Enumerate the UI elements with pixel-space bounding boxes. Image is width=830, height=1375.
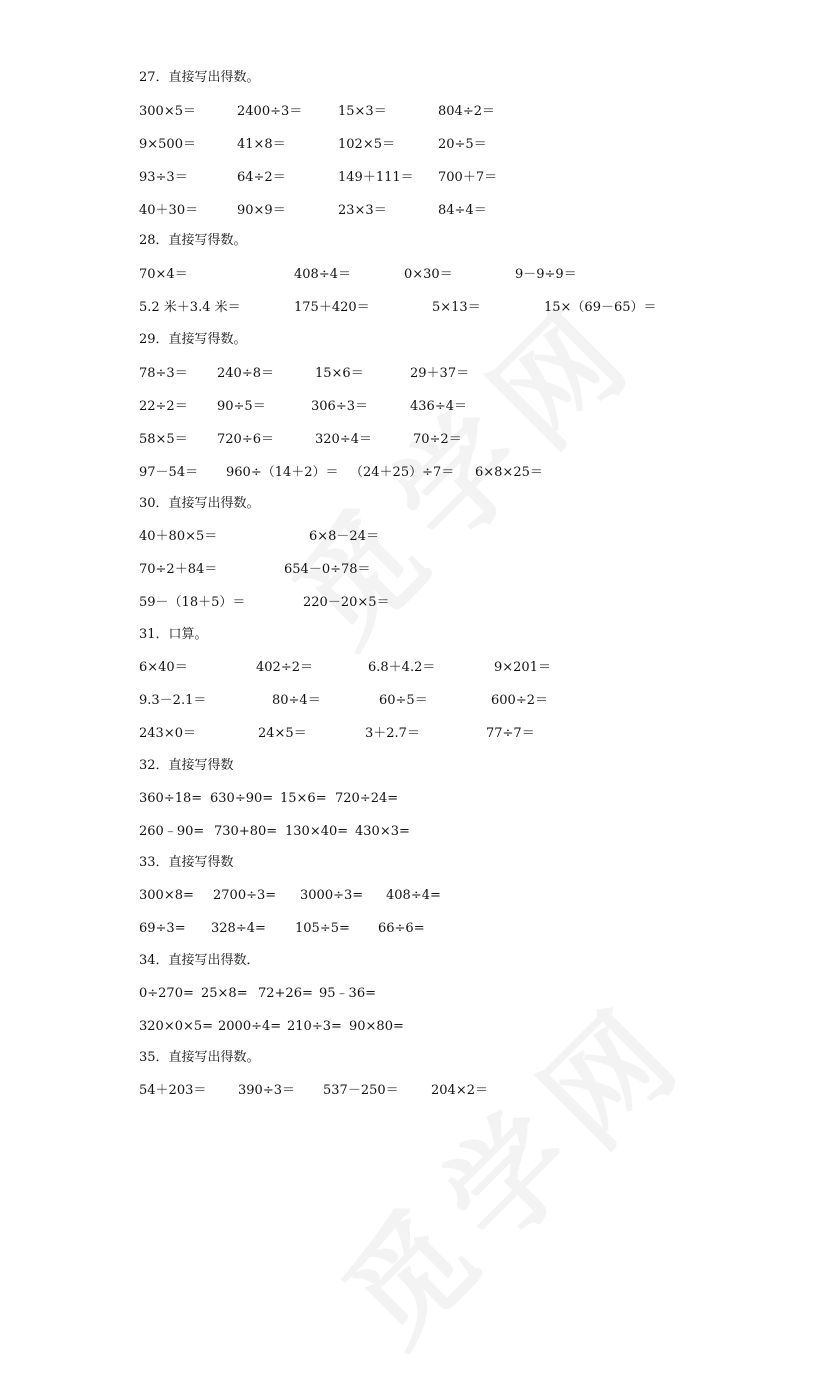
math-problem: 730+80= xyxy=(214,824,278,839)
section-heading: 33．直接写得数 xyxy=(139,855,234,870)
math-problem: 41×8＝ xyxy=(237,137,286,152)
math-problem: 59－（18＋5）＝ xyxy=(139,595,246,610)
math-problem: 77÷7＝ xyxy=(486,726,535,741)
section-heading: 30．直接写出得数。 xyxy=(139,496,260,511)
math-problem: 72+26= xyxy=(258,986,313,1001)
math-problem: 93÷3＝ xyxy=(139,170,188,185)
math-problem: 15×3＝ xyxy=(338,104,387,119)
math-problem: 204×2＝ xyxy=(431,1083,488,1098)
math-problem: 29＋37＝ xyxy=(410,366,470,381)
math-problem: 240÷8＝ xyxy=(217,366,274,381)
math-problem: 20÷5＝ xyxy=(438,137,487,152)
math-problem: 9×201＝ xyxy=(494,660,551,675)
math-problem: 5×13＝ xyxy=(432,300,481,315)
math-problem: 175＋420＝ xyxy=(294,300,370,315)
math-problem: 0×30＝ xyxy=(404,267,453,282)
math-problem: 95﹣36= xyxy=(319,986,376,1001)
math-problem: 9－9÷9＝ xyxy=(515,267,577,282)
math-problem: 24×5＝ xyxy=(258,726,307,741)
math-problem: 243×0＝ xyxy=(139,726,196,741)
math-problem: 60÷5＝ xyxy=(379,693,428,708)
math-problem: 23×3＝ xyxy=(338,203,387,218)
math-problem: 360÷18= xyxy=(139,791,203,806)
math-problem: 320÷4＝ xyxy=(315,432,372,447)
math-problem: 54＋203＝ xyxy=(139,1083,207,1098)
math-problem: 2700÷3= xyxy=(213,888,277,903)
math-problem: 804÷2＝ xyxy=(438,104,495,119)
math-problem: 720÷24= xyxy=(335,791,399,806)
math-problem: 300×5＝ xyxy=(139,104,196,119)
math-problem: 2000÷4= xyxy=(218,1019,282,1034)
math-problem: 408÷4＝ xyxy=(294,267,351,282)
math-problem: 3＋2.7＝ xyxy=(365,726,420,741)
math-problem: 15×（69－65）＝ xyxy=(544,300,657,315)
math-problem: 25×8= xyxy=(201,986,248,1001)
math-problem: 960÷（14＋2）＝ xyxy=(226,465,339,480)
math-problem: 9.3－2.1＝ xyxy=(139,693,207,708)
math-problem: 105÷5= xyxy=(295,921,350,936)
math-problem: 84÷4＝ xyxy=(438,203,487,218)
math-problem: 630÷90= xyxy=(210,791,274,806)
math-problem: 2400÷3＝ xyxy=(237,104,303,119)
section-heading: 34．直接写出得数． xyxy=(139,953,260,968)
math-problem: 260﹣90= xyxy=(139,824,205,839)
math-problem: 537－250＝ xyxy=(323,1083,399,1098)
math-problem: 9×500＝ xyxy=(139,137,196,152)
math-problem: 66÷6= xyxy=(378,921,425,936)
math-problem: 436÷4＝ xyxy=(410,399,467,414)
math-problem: 90×9＝ xyxy=(237,203,286,218)
math-problem: 130×40= xyxy=(285,824,349,839)
math-problem: 6×8×25＝ xyxy=(475,465,543,480)
math-problem: 306÷3＝ xyxy=(311,399,368,414)
math-problem: 70÷2＝ xyxy=(413,432,462,447)
math-problem: 210÷3= xyxy=(287,1019,342,1034)
math-problem: 40＋30＝ xyxy=(139,203,199,218)
math-problem: 700＋7＝ xyxy=(438,170,498,185)
section-heading: 29．直接写得数。 xyxy=(139,332,247,347)
section-heading: 32．直接写得数 xyxy=(139,758,234,773)
math-problem: 6×8－24＝ xyxy=(309,529,379,544)
math-problem: 80÷4＝ xyxy=(272,693,321,708)
math-problem: 90×80= xyxy=(349,1019,404,1034)
math-problem: 69÷3= xyxy=(139,921,186,936)
math-problem: 408÷4= xyxy=(386,888,441,903)
math-problem: 102×5＝ xyxy=(338,137,395,152)
math-problem: 720÷6＝ xyxy=(217,432,274,447)
math-problem: 15×6＝ xyxy=(315,366,364,381)
math-problem: 220－20×5＝ xyxy=(303,595,390,610)
math-problem: 15×6= xyxy=(280,791,327,806)
math-problem: 70÷2＋84＝ xyxy=(139,562,218,577)
math-problem: 430×3= xyxy=(355,824,410,839)
math-problem: 78÷3＝ xyxy=(139,366,188,381)
math-problem: 402÷2＝ xyxy=(256,660,313,675)
math-problem: 6.8＋4.2＝ xyxy=(368,660,436,675)
math-problem: 70×4＝ xyxy=(139,267,188,282)
math-problem: 600÷2＝ xyxy=(491,693,548,708)
math-problem: （24＋25）÷7＝ xyxy=(350,465,455,480)
math-problem: 97－54＝ xyxy=(139,465,199,480)
math-problem: 654－0÷78＝ xyxy=(284,562,371,577)
math-problem: 64÷2＝ xyxy=(237,170,286,185)
math-problem: 149＋111＝ xyxy=(338,170,414,185)
section-heading: 27．直接写出得数。 xyxy=(139,70,260,85)
section-heading: 35．直接写出得数。 xyxy=(139,1050,260,1065)
math-problem: 22÷2＝ xyxy=(139,399,188,414)
math-problem: 390÷3＝ xyxy=(238,1083,295,1098)
math-problem: 3000÷3= xyxy=(300,888,364,903)
section-heading: 31．口算。 xyxy=(139,627,208,642)
math-problem: 300×8= xyxy=(139,888,194,903)
section-heading: 28．直接写得数。 xyxy=(139,233,247,248)
math-problem: 0÷270= xyxy=(139,986,194,1001)
math-problem: 40＋80×5＝ xyxy=(139,529,218,544)
math-problem: 328÷4= xyxy=(211,921,266,936)
math-problem: 5.2 米＋3.4 米＝ xyxy=(139,300,241,315)
math-problem: 320×0×5= xyxy=(139,1019,214,1034)
math-problem: 6×40＝ xyxy=(139,660,188,675)
math-problem: 90÷5＝ xyxy=(217,399,266,414)
math-problem: 58×5＝ xyxy=(139,432,188,447)
